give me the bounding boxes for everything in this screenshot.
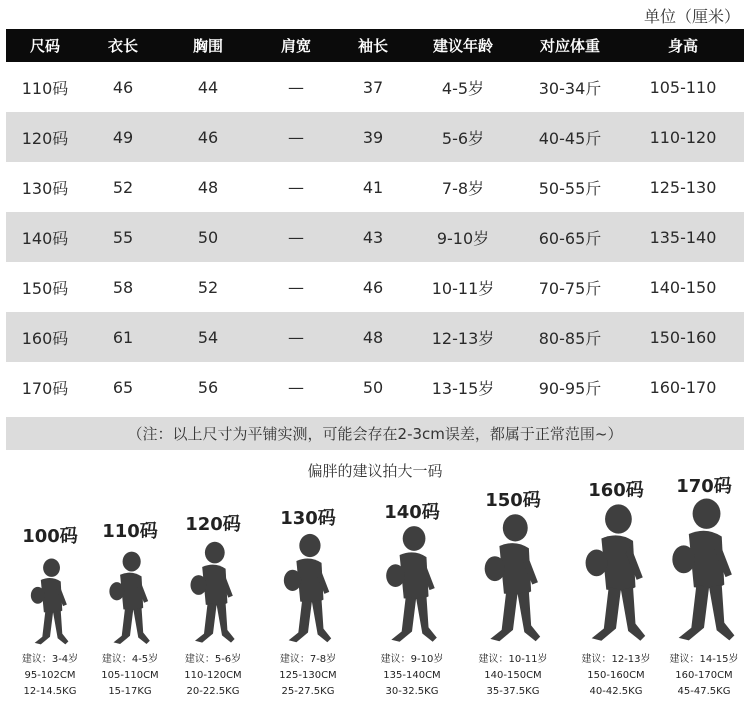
table-cell: 60-65斤 <box>538 228 602 248</box>
figure-weight: 40-42.5KG <box>589 686 643 697</box>
figure-age: 建议：9-10岁 <box>380 654 444 665</box>
table-cell: 46 <box>362 277 384 297</box>
figure-size-label: 170码 <box>676 476 732 497</box>
figure-size-label: 140码 <box>384 502 440 523</box>
table-cell: 9-10岁 <box>436 228 490 248</box>
table-cell: 80-85斤 <box>538 328 602 348</box>
table-cell: 54 <box>197 327 219 347</box>
figure-size-label: 110码 <box>102 521 158 542</box>
table-cell: 43 <box>362 227 384 247</box>
table-cell: 50 <box>197 227 219 247</box>
table-cell: 46 <box>112 77 134 97</box>
table-row <box>6 162 744 212</box>
header-cell: 身高 <box>667 37 698 55</box>
child-silhouette-icon <box>99 550 161 649</box>
figure-height: 150-160CM <box>587 670 645 681</box>
size-up-tip: 偏胖的建议拍大一码 <box>307 462 443 480</box>
header-cell: 衣长 <box>107 37 138 55</box>
figure-height: 125-130CM <box>279 670 337 681</box>
table-cell: 48 <box>197 177 219 197</box>
figure-age: 建议：10-11岁 <box>478 654 548 665</box>
size-figure <box>362 472 462 716</box>
table-cell: 50-55斤 <box>538 178 602 198</box>
figure-info <box>654 652 750 700</box>
figure-size-label: 150码 <box>485 490 541 511</box>
table-cell: 150码 <box>21 278 69 298</box>
table-header <box>6 29 744 62</box>
table-cell: 58 <box>112 277 134 297</box>
figure-size-label: 130码 <box>280 508 336 529</box>
figure-age: 建议：5-6岁 <box>184 654 242 665</box>
table-cell: 130码 <box>21 178 69 198</box>
table-cell: 44 <box>197 77 219 97</box>
figure-weight: 25-27.5KG <box>281 686 335 697</box>
figure-age: 建议：3-4岁 <box>21 654 79 665</box>
figure-size-label: 100码 <box>22 526 78 547</box>
table-cell: — <box>288 127 304 147</box>
table-cell: 7-8岁 <box>441 178 485 198</box>
size-figure <box>566 472 666 716</box>
table-cell: 65 <box>112 377 134 397</box>
table-cell: 120码 <box>21 128 69 148</box>
measurement-note: （注：以上尺寸为平铺实测，可能会存在2-3cm误差，都属于正常范围~） <box>6 417 744 450</box>
table-cell: 105-110 <box>649 77 717 97</box>
table-cell: 61 <box>112 327 134 347</box>
figure-weight: 12-14.5KG <box>23 686 77 697</box>
table-cell: 110-120 <box>649 127 717 147</box>
size-figure <box>163 472 263 716</box>
figure-height: 95-102CM <box>24 670 76 681</box>
header-cell: 袖长 <box>357 37 388 55</box>
child-silhouette-icon <box>377 524 447 648</box>
header-cell: 尺码 <box>29 37 60 55</box>
header-cell: 胸围 <box>192 37 223 55</box>
figure-age: 建议：4-5岁 <box>101 654 159 665</box>
table-cell: 140-150 <box>649 277 717 297</box>
table-cell: 140码 <box>21 228 69 248</box>
figure-height: 160-170CM <box>675 670 733 681</box>
table-cell: 90-95斤 <box>538 378 602 398</box>
table-row <box>6 62 744 112</box>
size-chart-table <box>6 29 744 412</box>
table-cell: 170码 <box>21 378 69 398</box>
header-cell: 肩宽 <box>280 37 311 55</box>
figure-weight: 45-47.5KG <box>677 686 731 697</box>
child-silhouette-icon <box>181 540 245 648</box>
figure-size-label: 160码 <box>588 480 644 501</box>
figure-info <box>362 652 462 700</box>
table-cell: 160码 <box>21 328 69 348</box>
table-row <box>6 312 744 362</box>
table-cell: 55 <box>112 227 134 247</box>
table-cell: 125-130 <box>649 177 717 197</box>
table-cell: 56 <box>197 377 219 397</box>
figure-weight: 15-17KG <box>108 686 152 697</box>
table-cell: 110码 <box>21 78 69 98</box>
figure-info <box>566 652 666 700</box>
figure-height: 105-110CM <box>101 670 159 681</box>
figure-height: 135-140CM <box>383 670 441 681</box>
table-cell: 135-140 <box>649 227 717 247</box>
header-cell: 建议年龄 <box>432 37 493 55</box>
table-cell: 13-15岁 <box>431 378 495 398</box>
table-cell: — <box>288 377 304 397</box>
figure-height: 140-150CM <box>484 670 542 681</box>
table-row <box>6 362 744 412</box>
table-cell: 4-5岁 <box>441 78 485 98</box>
table-cell: 39 <box>362 127 384 147</box>
figure-weight: 35-37.5KG <box>486 686 540 697</box>
table-cell: 10-11岁 <box>431 278 495 298</box>
figure-size-label: 120码 <box>185 514 241 535</box>
child-silhouette-icon <box>662 496 746 648</box>
table-row <box>6 262 744 312</box>
child-silhouette-icon <box>577 502 655 648</box>
figure-info <box>258 652 358 700</box>
header-cell: 对应体重 <box>539 37 600 55</box>
table-cell: — <box>288 277 304 297</box>
size-figure <box>654 472 750 716</box>
figure-age: 建议：7-8岁 <box>279 654 337 665</box>
table-cell: 12-13岁 <box>431 328 495 348</box>
child-silhouette-icon <box>476 512 550 648</box>
table-cell: 150-160 <box>649 327 717 347</box>
figure-weight: 30-32.5KG <box>385 686 439 697</box>
table-cell: — <box>288 77 304 97</box>
figure-age: 建议：14-15岁 <box>669 654 739 665</box>
table-cell: 160-170 <box>649 377 717 397</box>
table-cell: 70-75斤 <box>538 278 602 298</box>
table-cell: — <box>288 327 304 347</box>
size-figure <box>258 472 358 716</box>
table-cell: 52 <box>112 177 134 197</box>
table-cell: 30-34斤 <box>538 78 602 98</box>
table-cell: 48 <box>362 327 384 347</box>
table-cell: — <box>288 177 304 197</box>
figure-info <box>163 652 263 700</box>
table-row <box>6 212 744 262</box>
unit-label: 单位（厘米） <box>643 7 740 26</box>
figure-info <box>463 652 563 700</box>
figure-height: 110-120CM <box>184 670 242 681</box>
table-cell: 52 <box>197 277 219 297</box>
table-cell: 50 <box>362 377 384 397</box>
figure-age: 建议：12-13岁 <box>581 654 651 665</box>
child-silhouette-icon <box>275 532 341 648</box>
table-cell: — <box>288 227 304 247</box>
size-figure <box>463 472 563 716</box>
table-cell: 49 <box>112 127 134 147</box>
table-cell: 37 <box>362 77 384 97</box>
table-cell: 40-45斤 <box>538 128 602 148</box>
child-silhouette-icon <box>20 557 80 649</box>
table-cell: 46 <box>197 127 219 147</box>
table-cell: 5-6岁 <box>441 128 485 148</box>
figure-weight: 20-22.5KG <box>186 686 240 697</box>
table-row <box>6 112 744 162</box>
table-cell: 41 <box>362 177 384 197</box>
